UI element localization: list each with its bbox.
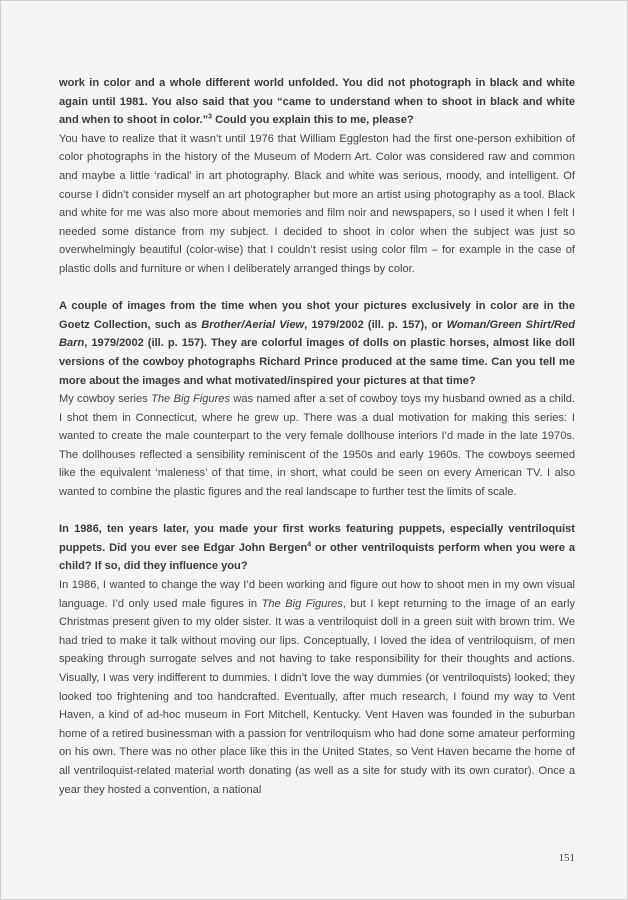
interview-text	[59, 74, 575, 818]
title-woman-green-shirt: Woman/Green Shirt/Red Barn	[59, 318, 575, 350]
interview-block-1	[59, 74, 575, 279]
interview-block-2	[59, 297, 575, 502]
answer-2-seg-1: My cowboy series	[59, 393, 152, 406]
question-1-seg-1: work in color and a whole different world unfolded. You did not photograph in black and white again until 1981. You also said that you “came to understand when to shoot in black and white and when to shoot in color.”	[59, 77, 575, 127]
question-2-seg-3: , 1979/2002 (ill. p. 157), or	[304, 318, 447, 331]
answer-3-seg-3: , but I kept returning to the image of an early Christmas present given to my older sister. It was a ventriloquist doll in a green suit with brown trim. We had tried to make it talk without moving our lips. Conceptually, I loved the idea of ventriloquism, of men speaking through surrogate selves and not having to take responsibility for their thoughts and actions. Visually, I was very indifferent to dummies. I didn’t love the way dummies (or ventriloquists) looked; they looked too frightening and too handcrafted. Eventually, after much research, I found my way to Vent Haven, a kind of ad-hoc museum in Fort Mitchell, Kentucky. Vent Haven was founded in the suburban home of a retired businessman with a passion for ventriloquism who had done some amateur performing on his own. There was no other place like this in the United States, so Vent Haven became the home of all ventriloquist-related material worth donating (as well as a site for study with its own curator). Once a year they hosted a convention, a national	[59, 597, 575, 796]
answer-2-seg-3: was named after a set of cowboy toys my husband owned as a child. I shot them in Connecticut, where he grew up. There was a dual motivation for making this series: I wanted to create the male counterpart to the very female dollhouse interiors I’d made in the late 1970s. The dollhouses reflected a sensibility reminiscent of the 1950s and early 1960s. The cowboys seemed like the equivalent ‘maleness’ of that time, in short, what could be seen on every American TV. I also wanted to combine the plastic figures and the real landscape to further test the limits of scale.	[59, 393, 576, 499]
answer-1-seg-1: You have to realize that it wasn’t until 1976 that William Eggleston had the first one-person exhibition of color photographs in the history of the Museum of Modern Art. Color was considered raw and common and maybe a little ‘radical’ in art photography. Black and white was serious, moody, and intelligent. Of course I didn’t consider myself an art photographer but more an artist using photography as a tool. Black and white for me was also more about memories and film noir and newspapers, so I used it when I felt I needed some distance from my subject. I decided to shoot in color when the subject was just so overwhelmingly beautiful (color-wise) that I couldn’t resist using color film – for example in the case of plastic dolls and furniture or when I deliberately arranged things by color.	[59, 132, 575, 275]
page-number: 151	[558, 852, 575, 864]
footnote-ref-4: 4	[307, 541, 312, 549]
answer-3	[59, 576, 575, 799]
question-3-seg-3: or other ventriloquists perform when you were a child? If so, did they influence you?	[59, 541, 576, 573]
answer-3-seg-1: In 1986, I wanted to change the way I’d been working and figure out how to shoot men in my own visual language. I’d only used male figures in	[59, 579, 575, 610]
interview-block-3	[59, 520, 575, 799]
question-2-seg-5: , 1979/2002 (ill. p. 157). They are colorful images of dolls on plastic horses, almost like doll versions of the cowboy photographs Richard Prince produced at the same time. Can you tell me more about the images and what motivated/inspired your pictures at that time?	[59, 337, 575, 387]
question-1-seg-3: Could you explain this to me, please?	[212, 114, 414, 127]
footnote-ref-3: 3	[208, 113, 213, 121]
question-3-seg-1: In 1986, ten years later, you made your first works featuring puppets, especially ventriloquist puppets. Did you ever see Edgar John Bergen	[59, 523, 575, 554]
title-big-figures-2: The Big Figures	[261, 597, 343, 610]
title-brother-aerial-view: Brother/Aerial View	[201, 318, 305, 331]
question-2	[59, 297, 575, 390]
question-3	[59, 520, 575, 576]
title-big-figures: The Big Figures	[151, 393, 230, 406]
answer-2	[59, 390, 575, 502]
question-1	[59, 74, 575, 130]
question-2-seg-1: A couple of images from the time when you shot your pictures exclusively in color are in the Goetz Collection, such as	[59, 300, 575, 331]
answer-1	[59, 130, 575, 279]
